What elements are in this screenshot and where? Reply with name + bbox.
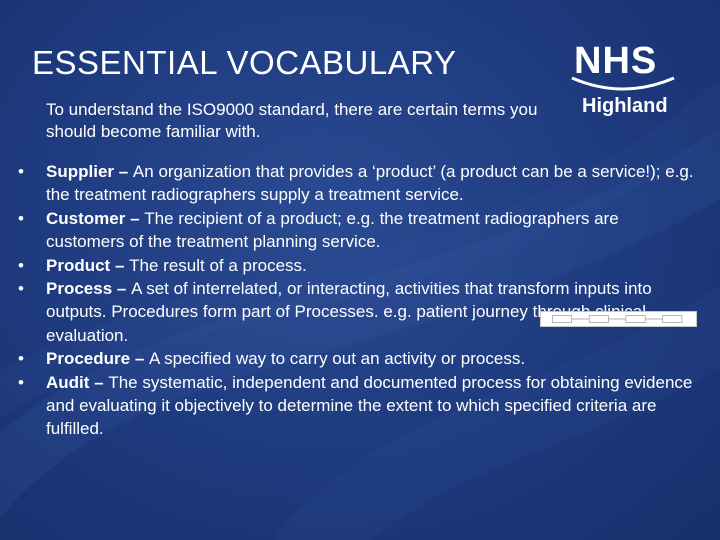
bullet-icon: • [18, 349, 24, 369]
bullet-icon: • [18, 372, 24, 392]
term-label: Process [46, 279, 113, 299]
term-label: Procedure [46, 349, 131, 369]
intro-text: To understand the ISO9000 standard, there are certain terms you should become familiar with. [46, 100, 538, 141]
term-dash: – [112, 279, 132, 299]
process-diagram-thumbnail [540, 311, 697, 327]
logo-region-text: Highland [582, 95, 668, 117]
term-definition: A specified way to carry out an activity or process. [149, 349, 526, 369]
bullet-icon: • [18, 279, 24, 299]
bullet-icon: • [18, 162, 24, 181]
term-definition: The systematic, independent and documented process for obtaining evidence and evaluating it objectively to determine the extent to which specified criteria are fulfilled. [46, 372, 693, 439]
bullet-icon: • [18, 208, 24, 228]
term-definition: The result of a process. [129, 255, 307, 275]
term-dash: – [114, 162, 133, 181]
term-dash: – [130, 349, 149, 369]
list-item [0, 254, 700, 277]
term-dash: – [89, 372, 109, 392]
list-item [0, 371, 700, 441]
term-label: Supplier [46, 162, 115, 181]
list-item [0, 160, 700, 207]
list-item [0, 207, 700, 254]
term-definition: The recipient of a product; e.g. the treatment radiographers are customers of the treatment planning service. [46, 208, 619, 252]
term-definition: An organization that provides a ‘product’ (a product can be a service!); e.g. the treatment radiographers supply a treatment service. [46, 162, 694, 205]
slide-title: ESSENTIAL VOCABULARY [32, 44, 457, 81]
bullet-icon: • [18, 255, 24, 275]
term-label: Customer [46, 208, 126, 228]
term-label: Audit [46, 372, 90, 392]
term-label: Product [46, 255, 111, 275]
term-definition: A set of interrelated, or interacting, activities that transform inputs into outputs. Procedures form part of Processes. e.g. patient journey through clinical evaluation. [46, 279, 652, 345]
nhs-highland-logo [568, 40, 678, 122]
term-dash: – [110, 255, 130, 275]
logo-nhs-text: NHS [574, 40, 658, 82]
vocabulary-list [0, 160, 700, 441]
list-item [0, 347, 700, 370]
term-dash: – [125, 208, 145, 228]
